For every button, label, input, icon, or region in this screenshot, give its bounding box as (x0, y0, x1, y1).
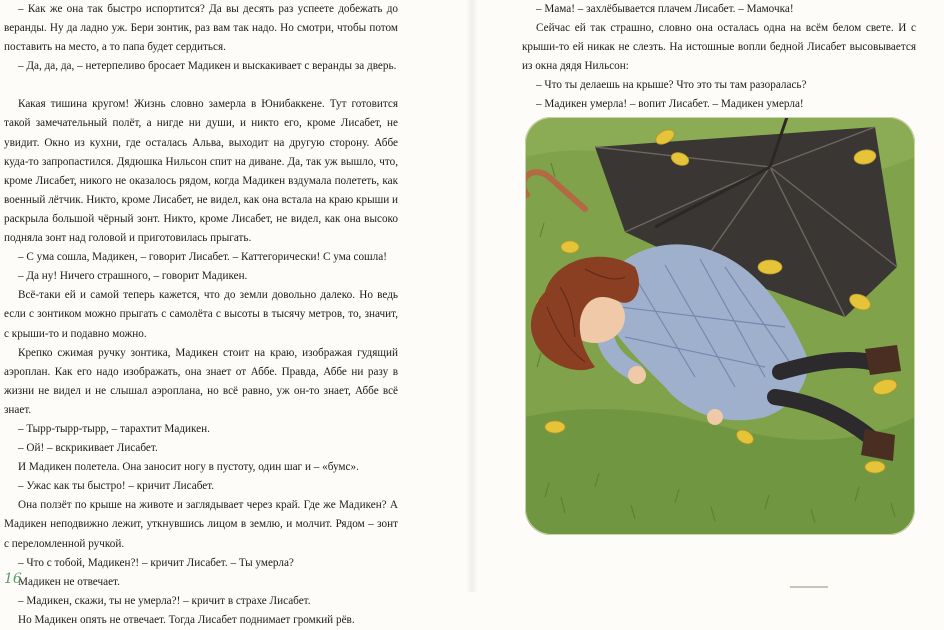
paragraph: – Мама! – захлёбывается плачем Лисабет. – Мамочка! (536, 3, 794, 15)
paragraph: – Что с тобой, Мадикен?! – кричит Лисабет. – Ты умерла? (18, 556, 294, 569)
paragraph: Крепко сжимая ручку зонтика, Мадикен стоит на краю, изображая гудящий аэроплан. Как его надо изображать, она знает от Аббе. Правда, Аббе ни разу в жизни не видел и не слышал аэроплана, но всё равно, уж он-то знает, Аббе всё знает. (4, 346, 398, 416)
page-edge-mark (790, 586, 828, 588)
paragraph: Мадикен не отвечает. (18, 575, 120, 588)
left-page (0, 0, 472, 626)
right-text-column (522, 0, 916, 115)
illustration-girl-lying-with-broken-umbrella-icon (525, 117, 915, 535)
paragraph: – Как же она так быстро испортится? Да вы десять раз успеете добежать до веранды. Ну да ладно уж. Бери зонтик, раз вам так надо. Но смотри, чтобы потом поставить на место, а то папа будет сердиться. (4, 3, 398, 54)
paragraph: Но Мадикен опять не отвечает. Тогда Лисабет поднимает громкий рёв. (18, 613, 355, 626)
paragraph: – Да, да, да, – нетерпеливо бросает Мадикен и выскакивает с веранды за дверь. (18, 60, 397, 73)
paragraph: Сейчас ей так страшно, словно она осталась одна на всём белом свете. И с крыши-то ей никак не слезть. На истошные вопли бедной Лисабет высовывается из окна дядя Нильсон: (522, 22, 916, 73)
page-number: 16 (4, 571, 22, 587)
paragraph: – Мадикен, скажи, ты не умерла?! – кричит в страхе Лисабет. (18, 594, 311, 607)
right-page (472, 0, 944, 592)
paragraph: – Ужас как ты быстро! – кричит Лисабет. (18, 480, 215, 493)
girl-boot (865, 345, 901, 375)
left-text-column (4, 0, 398, 630)
paragraph: – Тырр-тырр-тырр, – тарахтит Мадикен. (18, 422, 210, 435)
paragraph: – Да ну! Ничего страшного, – говорит Мадикен. (18, 270, 248, 283)
paragraph: – С ума сошла, Мадикен, – говорит Лисабет. – Каттегорически! С ума сошла! (18, 251, 387, 264)
paragraph: И Мадикен полетела. Она заносит ногу в пустоту, один шаг и – «бумс». (18, 461, 359, 474)
paragraph: Какая тишина кругом! Жизнь словно замерла в Юнибаккене. Тут готовится такой замечательный полёт, а нигде ни души, и никто его, кроме Лисабет, не увидит. Окно из кухни, где осталась Альва, выходит на другую сторону. Аббе куда-то запропастился. Дядюшка Нильсон спит на диване. Да, так уж вышло, что, кроме Лисабет, никого не оказалось рядом, когда Мадикен вздумала полететь, как военный лётчик. Никто, кроме Лисабет, не видел, как она встала на краю крыши и раскрыла большой чёрный зонт. Никто, кроме Лисабет, не видел, как она высоко подняла зонт над головой и приготовилась прыгать. (4, 98, 398, 245)
paragraph: – Мадикен умерла! – вопит Лисабет. – Мадикен умерла! (536, 98, 804, 111)
paragraph: Всё-таки ей и самой теперь кажется, что до земли довольно далеко. Но ведь если с зонтиком можно прыгать с самолёта с высоты в тысячу метров, то, значит, с крыши-то и подавно можно. (4, 289, 398, 340)
hand (628, 366, 646, 384)
paragraph: – Ой! – вскрикивает Лисабет. (18, 442, 158, 455)
paragraph: Она ползёт по крыше на животе и заглядывает через край. Где же Мадикен? А Мадикен неподвижно лежит, уткнувшись лицом в землю, и молчит. Рядом – зонт с переломленной ручкой. (4, 499, 398, 550)
paragraph: – Что ты делаешь на крыше? Что это ты там разоралась? (536, 79, 807, 92)
